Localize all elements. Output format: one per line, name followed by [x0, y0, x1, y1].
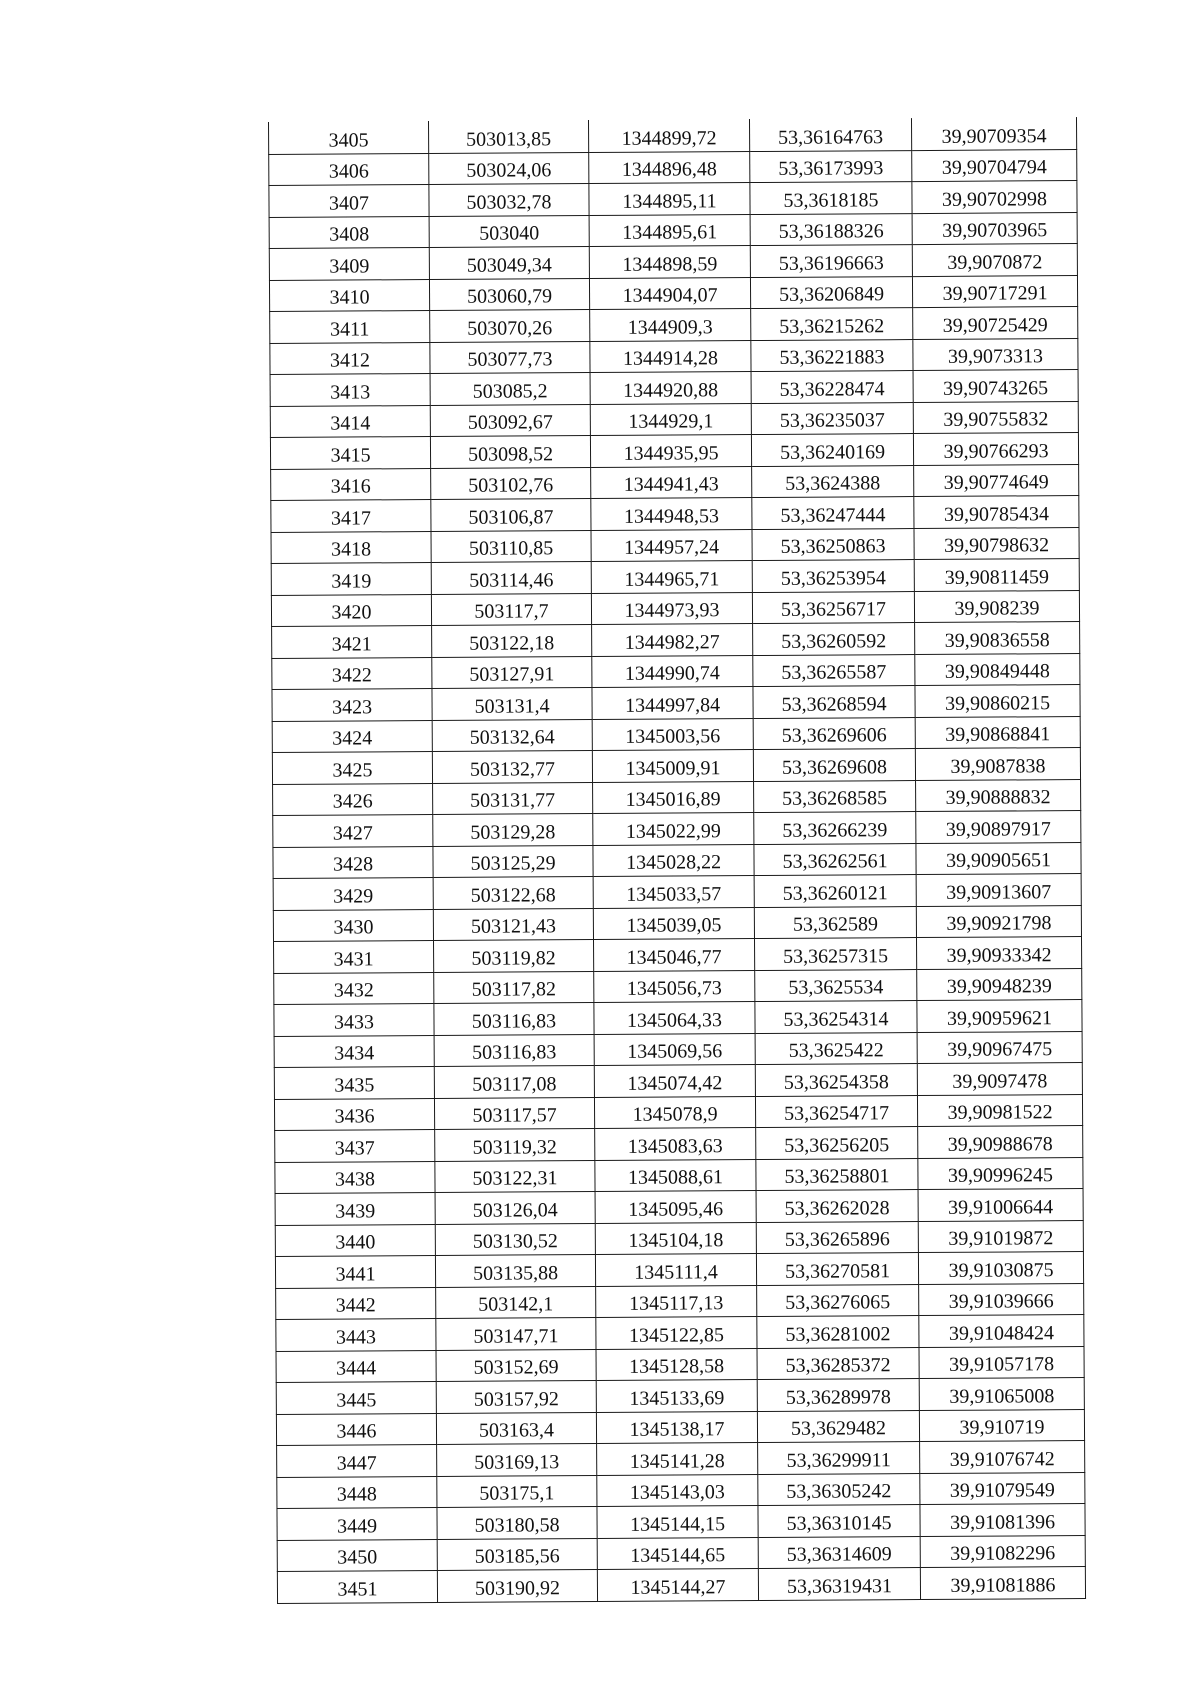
y-coordinate-cell: 1345028,22 [593, 844, 754, 876]
longitude-cell: 39,91082296 [920, 1535, 1085, 1568]
table-row [274, 1031, 1082, 1067]
y-coordinate-cell: 1344920,88 [590, 372, 751, 404]
x-coordinate-cell: 503142,1 [436, 1286, 596, 1318]
latitude-cell: 53,36254358 [755, 1064, 917, 1096]
x-coordinate-cell: 503129,28 [433, 814, 593, 846]
latitude-cell: 53,36260121 [754, 875, 916, 907]
latitude-cell: 53,36268594 [753, 686, 915, 718]
point-number-cell: 3443 [276, 1318, 436, 1350]
longitude-cell: 39,90981522 [917, 1094, 1082, 1127]
y-coordinate-cell: 1344957,24 [591, 529, 752, 561]
latitude-cell: 53,36314609 [758, 1536, 920, 1568]
point-number-cell: 3416 [271, 468, 431, 500]
longitude-cell: 39,90849448 [915, 653, 1080, 686]
latitude-cell: 53,36228474 [751, 371, 913, 403]
point-number-cell: 3450 [277, 1539, 437, 1571]
latitude-cell: 53,36266239 [754, 812, 916, 844]
y-coordinate-cell: 1345046,77 [594, 939, 755, 971]
latitude-cell: 53,36299911 [758, 1442, 920, 1474]
x-coordinate-cell: 503077,73 [430, 341, 590, 373]
x-coordinate-cell: 503132,77 [432, 751, 592, 783]
longitude-cell: 39,91076742 [920, 1441, 1085, 1474]
table-row [273, 779, 1081, 815]
y-coordinate-cell: 1344904,07 [589, 277, 750, 309]
latitude-cell: 53,36254314 [755, 1001, 917, 1033]
point-number-cell: 3421 [272, 626, 432, 658]
latitude-cell: 53,36269608 [753, 749, 915, 781]
point-number-cell: 3436 [274, 1098, 434, 1130]
latitude-cell: 53,36262561 [754, 843, 916, 875]
coordinates-table-body [269, 118, 1086, 1603]
table-row [274, 1094, 1082, 1130]
longitude-cell: 39,910719 [919, 1409, 1084, 1442]
y-coordinate-cell: 1344965,71 [591, 561, 752, 593]
longitude-cell: 39,90766293 [913, 433, 1078, 466]
latitude-cell: 53,36196663 [750, 245, 912, 277]
x-coordinate-cell: 503175,1 [437, 1475, 597, 1507]
y-coordinate-cell: 1345069,56 [594, 1033, 755, 1065]
latitude-cell: 53,36281002 [757, 1316, 919, 1348]
y-coordinate-cell: 1345104,18 [595, 1222, 756, 1254]
latitude-cell: 53,36173993 [750, 150, 912, 182]
point-number-cell: 3418 [271, 531, 431, 563]
latitude-cell: 53,3625422 [755, 1032, 917, 1064]
table-row [276, 1409, 1084, 1445]
y-coordinate-cell: 1345056,73 [594, 970, 755, 1002]
latitude-cell: 53,36260592 [753, 623, 915, 655]
y-coordinate-cell: 1345143,03 [597, 1474, 758, 1506]
longitude-cell: 39,90836558 [915, 622, 1080, 655]
x-coordinate-cell: 503152,69 [436, 1349, 596, 1381]
y-coordinate-cell: 1344899,72 [588, 120, 749, 152]
x-coordinate-cell: 503060,79 [429, 278, 589, 310]
point-number-cell: 3407 [269, 185, 429, 217]
table-row [272, 685, 1080, 721]
longitude-cell: 39,90704794 [912, 149, 1077, 182]
y-coordinate-cell: 1345088,61 [595, 1159, 756, 1191]
table-row [277, 1535, 1085, 1571]
table-row [269, 118, 1077, 154]
longitude-cell: 39,90798632 [914, 527, 1079, 560]
table-row [271, 464, 1079, 500]
y-coordinate-cell: 1345144,65 [597, 1537, 758, 1569]
y-coordinate-cell: 1345144,27 [597, 1569, 758, 1601]
point-number-cell: 3444 [276, 1350, 436, 1382]
table-row [275, 1252, 1083, 1288]
longitude-cell: 39,9097478 [917, 1063, 1082, 1096]
point-number-cell: 3435 [274, 1067, 434, 1099]
point-number-cell: 3427 [273, 815, 433, 847]
x-coordinate-cell: 503131,4 [432, 688, 592, 720]
latitude-cell: 53,36305242 [758, 1473, 920, 1505]
x-coordinate-cell: 503117,7 [431, 593, 591, 625]
y-coordinate-cell: 1345117,13 [596, 1285, 757, 1317]
latitude-cell: 53,3629482 [757, 1410, 919, 1442]
y-coordinate-cell: 1344909,3 [590, 309, 751, 341]
table-row [271, 496, 1079, 532]
longitude-cell: 39,91048424 [919, 1315, 1084, 1348]
point-number-cell: 3446 [276, 1413, 436, 1445]
point-number-cell: 3434 [274, 1035, 434, 1067]
y-coordinate-cell: 1344895,61 [589, 214, 750, 246]
table-row [273, 842, 1081, 878]
table-row [270, 338, 1078, 374]
longitude-cell: 39,90717291 [912, 275, 1077, 308]
table-row [274, 1063, 1082, 1099]
table-row [275, 1220, 1083, 1256]
x-coordinate-cell: 503102,76 [431, 467, 591, 499]
x-coordinate-cell: 503024,06 [429, 152, 589, 184]
point-number-cell: 3410 [269, 279, 429, 311]
longitude-cell: 39,90868841 [915, 716, 1080, 749]
latitude-cell: 53,36265587 [753, 654, 915, 686]
latitude-cell: 53,3618185 [750, 182, 912, 214]
y-coordinate-cell: 1345022,99 [593, 813, 754, 845]
x-coordinate-cell: 503127,91 [432, 656, 592, 688]
x-coordinate-cell: 503190,92 [437, 1570, 597, 1602]
table-row [273, 905, 1081, 941]
x-coordinate-cell: 503117,57 [434, 1097, 594, 1129]
x-coordinate-cell: 503116,83 [434, 1034, 594, 1066]
x-coordinate-cell: 503070,26 [430, 310, 590, 342]
y-coordinate-cell: 1345078,9 [594, 1096, 755, 1128]
point-number-cell: 3406 [269, 153, 429, 185]
latitude-cell: 53,36215262 [751, 308, 913, 340]
point-number-cell: 3429 [273, 878, 433, 910]
table-row [277, 1441, 1085, 1477]
latitude-cell: 53,36285372 [757, 1347, 919, 1379]
point-number-cell: 3425 [272, 752, 432, 784]
table-row [274, 937, 1082, 973]
point-number-cell: 3433 [274, 1004, 434, 1036]
y-coordinate-cell: 1344941,43 [591, 466, 752, 498]
y-coordinate-cell: 1345033,57 [593, 876, 754, 908]
x-coordinate-cell: 503147,71 [436, 1318, 596, 1350]
longitude-cell: 39,91006644 [918, 1189, 1083, 1222]
longitude-cell: 39,90709354 [911, 118, 1076, 151]
point-number-cell: 3431 [274, 941, 434, 973]
table-row [269, 244, 1077, 280]
coordinates-table [268, 117, 1086, 1603]
table-row [269, 181, 1077, 217]
latitude-cell: 53,36276065 [757, 1284, 919, 1316]
y-coordinate-cell: 1344997,84 [592, 687, 753, 719]
x-coordinate-cell: 503163,4 [436, 1412, 596, 1444]
y-coordinate-cell: 1345003,56 [592, 718, 753, 750]
longitude-cell: 39,90988678 [918, 1126, 1083, 1159]
y-coordinate-cell: 1345064,33 [594, 1002, 755, 1034]
point-number-cell: 3411 [270, 311, 430, 343]
point-number-cell: 3430 [273, 909, 433, 941]
longitude-cell: 39,90905651 [916, 842, 1081, 875]
point-number-cell: 3422 [272, 657, 432, 689]
longitude-cell: 39,90996245 [918, 1157, 1083, 1190]
latitude-cell: 53,36270581 [756, 1253, 918, 1285]
table-row [272, 716, 1080, 752]
table-row [276, 1315, 1084, 1351]
latitude-cell: 53,36256205 [756, 1127, 918, 1159]
latitude-cell: 53,36250863 [752, 528, 914, 560]
x-coordinate-cell: 503185,56 [437, 1538, 597, 1570]
longitude-cell: 39,90755832 [913, 401, 1078, 434]
y-coordinate-cell: 1345039,05 [593, 907, 754, 939]
point-number-cell: 3426 [273, 783, 433, 815]
x-coordinate-cell: 503040 [429, 215, 589, 247]
y-coordinate-cell: 1345083,63 [595, 1128, 756, 1160]
x-coordinate-cell: 503126,04 [435, 1192, 595, 1224]
latitude-cell: 53,36253954 [752, 560, 914, 592]
longitude-cell: 39,90967475 [917, 1031, 1082, 1064]
longitude-cell: 39,91057178 [919, 1346, 1084, 1379]
x-coordinate-cell: 503106,87 [431, 499, 591, 531]
x-coordinate-cell: 503157,92 [436, 1381, 596, 1413]
longitude-cell: 39,9087838 [915, 748, 1080, 781]
x-coordinate-cell: 503117,08 [434, 1066, 594, 1098]
latitude-cell: 53,36164763 [749, 119, 911, 151]
longitude-cell: 39,91081396 [920, 1504, 1085, 1537]
x-coordinate-cell: 503122,18 [432, 625, 592, 657]
table-row [271, 590, 1079, 626]
x-coordinate-cell: 503122,31 [435, 1160, 595, 1192]
latitude-cell: 53,36188326 [750, 213, 912, 245]
point-number-cell: 3439 [275, 1192, 435, 1224]
point-number-cell: 3448 [277, 1476, 437, 1508]
latitude-cell: 53,3625534 [755, 969, 917, 1001]
x-coordinate-cell: 503085,2 [430, 373, 590, 405]
longitude-cell: 39,90743265 [913, 370, 1078, 403]
x-coordinate-cell: 503121,43 [433, 908, 593, 940]
point-number-cell: 3440 [275, 1224, 435, 1256]
y-coordinate-cell: 1344929,1 [590, 403, 751, 435]
x-coordinate-cell: 503119,82 [434, 940, 594, 972]
x-coordinate-cell: 503117,82 [434, 971, 594, 1003]
y-coordinate-cell: 1344990,74 [592, 655, 753, 687]
longitude-cell: 39,90811459 [914, 559, 1079, 592]
point-number-cell: 3423 [272, 689, 432, 721]
point-number-cell: 3415 [270, 437, 430, 469]
point-number-cell: 3428 [273, 846, 433, 878]
longitude-cell: 39,90860215 [915, 685, 1080, 718]
y-coordinate-cell: 1344948,53 [591, 498, 752, 530]
longitude-cell: 39,9073313 [913, 338, 1078, 371]
x-coordinate-cell: 503013,85 [429, 121, 589, 153]
y-coordinate-cell: 1345138,17 [596, 1411, 757, 1443]
latitude-cell: 53,36269606 [753, 717, 915, 749]
table-row [271, 559, 1079, 595]
latitude-cell: 53,36268585 [754, 780, 916, 812]
point-number-cell: 3405 [269, 122, 429, 154]
table-row [269, 275, 1077, 311]
point-number-cell: 3445 [276, 1381, 436, 1413]
latitude-cell: 53,36289978 [757, 1379, 919, 1411]
x-coordinate-cell: 503130,52 [435, 1223, 595, 1255]
x-coordinate-cell: 503116,83 [434, 1003, 594, 1035]
latitude-cell: 53,36240169 [751, 434, 913, 466]
point-number-cell: 3420 [271, 594, 431, 626]
longitude-cell: 39,90933342 [916, 937, 1081, 970]
table-row [270, 307, 1078, 343]
longitude-cell: 39,90774649 [914, 464, 1079, 497]
table-row [276, 1378, 1084, 1414]
table-row [271, 527, 1079, 563]
y-coordinate-cell: 1345074,42 [594, 1065, 755, 1097]
point-number-cell: 3449 [277, 1507, 437, 1539]
longitude-cell: 39,90785434 [914, 496, 1079, 529]
x-coordinate-cell: 503132,64 [432, 719, 592, 751]
y-coordinate-cell: 1345016,89 [593, 781, 754, 813]
latitude-cell: 53,36310145 [758, 1505, 920, 1537]
table-row [272, 653, 1080, 689]
table-row [273, 874, 1081, 910]
latitude-cell: 53,36256717 [752, 591, 914, 623]
latitude-cell: 53,36221883 [751, 339, 913, 371]
table-row [276, 1283, 1084, 1319]
table-row [277, 1504, 1085, 1540]
point-number-cell: 3414 [270, 405, 430, 437]
table-row [269, 212, 1077, 248]
x-coordinate-cell: 503032,78 [429, 184, 589, 216]
table-row [275, 1126, 1083, 1162]
table-row [275, 1189, 1083, 1225]
latitude-cell: 53,36254717 [755, 1095, 917, 1127]
y-coordinate-cell: 1345122,85 [596, 1317, 757, 1349]
latitude-cell: 53,3624388 [752, 465, 914, 497]
longitude-cell: 39,91065008 [919, 1378, 1084, 1411]
y-coordinate-cell: 1344982,27 [592, 624, 753, 656]
y-coordinate-cell: 1345009,91 [592, 750, 753, 782]
longitude-cell: 39,9070872 [912, 244, 1077, 277]
table-row [274, 968, 1082, 1004]
longitude-cell: 39,91039666 [919, 1283, 1084, 1316]
table-row [272, 748, 1080, 784]
y-coordinate-cell: 1345133,69 [596, 1380, 757, 1412]
table-row [272, 622, 1080, 658]
point-number-cell: 3441 [275, 1255, 435, 1287]
x-coordinate-cell: 503110,85 [431, 530, 591, 562]
point-number-cell: 3447 [277, 1444, 437, 1476]
longitude-cell: 39,91079549 [920, 1472, 1085, 1505]
longitude-cell: 39,90888832 [916, 779, 1081, 812]
point-number-cell: 3408 [269, 216, 429, 248]
point-number-cell: 3438 [275, 1161, 435, 1193]
latitude-cell: 53,36258801 [756, 1158, 918, 1190]
table-row [273, 811, 1081, 847]
table-row [277, 1567, 1085, 1603]
point-number-cell: 3412 [270, 342, 430, 374]
x-coordinate-cell: 503122,68 [433, 877, 593, 909]
point-number-cell: 3413 [270, 374, 430, 406]
x-coordinate-cell: 503125,29 [433, 845, 593, 877]
table-row [270, 433, 1078, 469]
x-coordinate-cell: 503119,32 [435, 1129, 595, 1161]
table-row [275, 1157, 1083, 1193]
longitude-cell: 39,908239 [914, 590, 1079, 623]
longitude-cell: 39,90703965 [912, 212, 1077, 245]
latitude-cell: 53,36262028 [756, 1190, 918, 1222]
point-number-cell: 3442 [276, 1287, 436, 1319]
longitude-cell: 39,90725429 [913, 307, 1078, 340]
x-coordinate-cell: 503169,13 [437, 1444, 597, 1476]
latitude-cell: 53,36206849 [750, 276, 912, 308]
y-coordinate-cell: 1344898,59 [589, 246, 750, 278]
table-row [274, 1000, 1082, 1036]
latitude-cell: 53,36247444 [752, 497, 914, 529]
y-coordinate-cell: 1345111,4 [595, 1254, 756, 1286]
point-number-cell: 3432 [274, 972, 434, 1004]
y-coordinate-cell: 1345128,58 [596, 1348, 757, 1380]
y-coordinate-cell: 1344895,11 [589, 183, 750, 215]
x-coordinate-cell: 503131,77 [433, 782, 593, 814]
longitude-cell: 39,90959621 [917, 1000, 1082, 1033]
y-coordinate-cell: 1344914,28 [590, 340, 751, 372]
longitude-cell: 39,91030875 [918, 1252, 1083, 1285]
longitude-cell: 39,90702998 [912, 181, 1077, 214]
y-coordinate-cell: 1345141,28 [597, 1443, 758, 1475]
x-coordinate-cell: 503098,52 [430, 436, 590, 468]
longitude-cell: 39,90948239 [917, 968, 1082, 1001]
table-row [276, 1346, 1084, 1382]
y-coordinate-cell: 1345095,46 [595, 1191, 756, 1223]
table-row [277, 1472, 1085, 1508]
y-coordinate-cell: 1344973,93 [591, 592, 752, 624]
x-coordinate-cell: 503092,67 [430, 404, 590, 436]
point-number-cell: 3424 [272, 720, 432, 752]
longitude-cell: 39,90921798 [916, 905, 1081, 938]
longitude-cell: 39,90897917 [916, 811, 1081, 844]
y-coordinate-cell: 1345144,15 [597, 1506, 758, 1538]
point-number-cell: 3419 [271, 563, 431, 595]
latitude-cell: 53,36257315 [754, 938, 916, 970]
table-row [270, 401, 1078, 437]
y-coordinate-cell: 1344935,95 [590, 435, 751, 467]
y-coordinate-cell: 1344896,48 [589, 151, 750, 183]
table-row [269, 149, 1077, 185]
point-number-cell: 3409 [269, 248, 429, 280]
point-number-cell: 3451 [277, 1570, 437, 1602]
x-coordinate-cell: 503180,58 [437, 1507, 597, 1539]
latitude-cell: 53,36319431 [758, 1568, 920, 1600]
longitude-cell: 39,91019872 [918, 1220, 1083, 1253]
x-coordinate-cell: 503135,88 [435, 1255, 595, 1287]
x-coordinate-cell: 503114,46 [431, 562, 591, 594]
longitude-cell: 39,90913607 [916, 874, 1081, 907]
point-number-cell: 3437 [275, 1130, 435, 1162]
table-row [270, 370, 1078, 406]
x-coordinate-cell: 503049,34 [429, 247, 589, 279]
point-number-cell: 3417 [271, 500, 431, 532]
latitude-cell: 53,36265896 [756, 1221, 918, 1253]
longitude-cell: 39,91081886 [920, 1567, 1085, 1600]
latitude-cell: 53,36235037 [751, 402, 913, 434]
latitude-cell: 53,362589 [754, 906, 916, 938]
